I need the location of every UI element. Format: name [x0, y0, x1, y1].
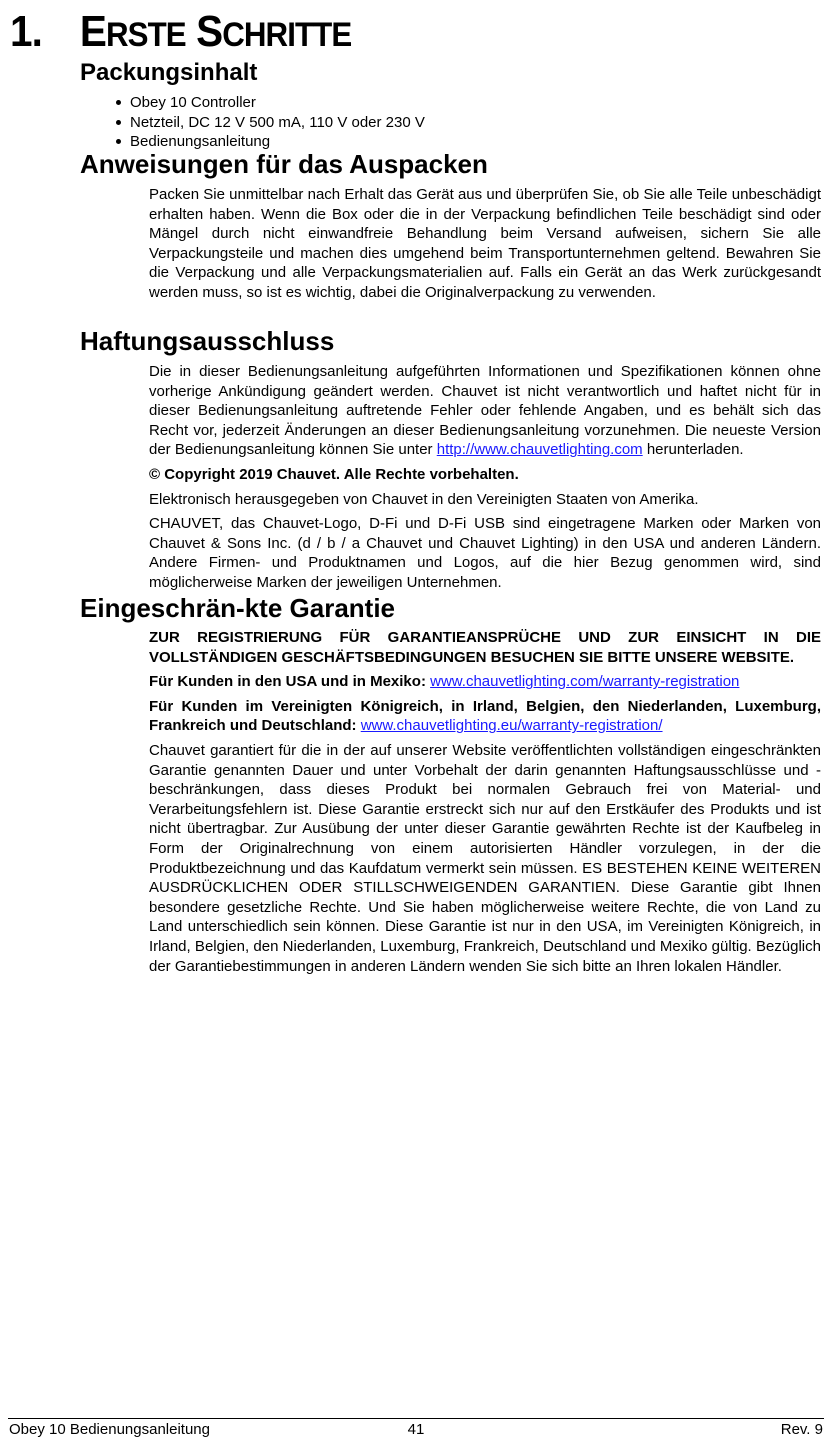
- packaging-list: [112, 93, 425, 152]
- copyright-notice: © Copyright 2019 Chauvet. Alle Rechte vorbehalten.: [149, 465, 519, 483]
- warranty-usa-line: [149, 672, 821, 692]
- footer-revision: Rev. 9: [780, 1421, 823, 1438]
- list-item: Obey 10 Controller: [112, 93, 425, 113]
- disclaimer-paragraph: [149, 362, 821, 460]
- chapter-title-rest-1: RSTE: [106, 16, 186, 54]
- footer-manual-title: Obey 10 Bedienungsanleitung: [9, 1421, 210, 1438]
- disclaimer-text-end: herunterladen.: [646, 441, 744, 459]
- warranty-eu-label: Für Kunden im Vereinigten Königreich, in Irland, Belgien, den Niederlanden, Luxemburg, Frankreich und Deutschland:: [149, 697, 821, 735]
- chapter-number: 1.: [10, 7, 42, 56]
- warranty-section: [149, 628, 821, 976]
- chapter-title: [10, 6, 351, 61]
- disclaimer-text: Die in dieser Bedienungsanleitung aufgeführten Informationen und Spezifikationen können ohne vorherige Ankündigung geändert werden. Chauvet ist nicht verantwortlich und haftet nicht für in dieser Bedienungsanleitung auftretende Fehler oder fehlende Angaben, und es behält sich das Recht vor, jederzeit Änderungen an dieser Bedienungsanleitung vorzunehmen. Die neueste Version der Bedienungsanleitung können Sie unter: [149, 363, 821, 459]
- disclaimer-section: [149, 362, 821, 593]
- publication-notice: Elektronisch herausgegeben von Chauvet in den Vereinigten Staaten von Amerika.: [149, 490, 699, 508]
- warranty-eu-link[interactable]: www.chauvetlighting.eu/warranty-registration/: [360, 717, 663, 735]
- heading-unpacking: Anweisungen für das Auspacken: [80, 149, 488, 179]
- unpacking-paragraph: Packen Sie unmittelbar nach Erhalt das Gerät aus und überprüfen Sie, ob Sie alle Teile unbeschädigt erhalten haben. Wenn die Box oder die in der Verpackung befindlichen Teile beschädigt sind oder Mängel durch nicht einwandfreie Behandlung beim Versand aufweisen, sichern Sie alle Verpackungsteile und machen dies umgehend beim Transportunternehmen geltend. Bewahren Sie die Verpackung und alle Verpackungsmaterialien auf. Falls ein Gerät an das Werk zurückgesandt werden muss, so ist es wichtig, dabei die Originalverpackung zu verwenden.: [149, 186, 821, 301]
- chapter-title-initial-2: S: [196, 7, 223, 56]
- warranty-eu-line: [149, 697, 821, 736]
- warranty-usa-link[interactable]: www.chauvetlighting.com/warranty-registration: [430, 673, 740, 691]
- warranty-register-notice: ZUR REGISTRIERUNG FÜR GARANTIEANSPRÜCHE UND ZUR EINSICHT IN DIE VOLLSTÄNDIGEN GESCHÄFTSBEDINGUNGEN BESUCHEN SIE BITTE UNSERE WEBSITE.: [149, 629, 821, 666]
- heading-warranty: Eingeschrän-kte Garantie: [80, 593, 395, 623]
- footer-page-number: 41: [407, 1421, 425, 1438]
- trademark-notice: CHAUVET, das Chauvet-Logo, D-Fi und D-Fi USB sind eingetragene Marken oder Marken von Chauvet & Sons Inc. (d / b / a Chauvet und Chauvet Lighting) in den USA und anderen Ländern. Andere Firmen- und Produktnamen und Logos, auf die hier Bezug genommen wird, sind möglicherweise Marken der jeweiligen Unternehmen.: [149, 515, 821, 591]
- heading-packaging: Packungsinhalt: [80, 59, 258, 86]
- chapter-title-initial-1: E: [79, 7, 107, 56]
- page-footer: [8, 1418, 824, 1445]
- chauvet-website-link[interactable]: http://www.chauvetlighting.com: [436, 441, 643, 459]
- list-item: Netzteil, DC 12 V 500 mA, 110 V oder 230 V: [112, 113, 425, 133]
- heading-disclaimer: Haftungsausschluss: [80, 326, 335, 356]
- list-item: Bedienungsanleitung: [112, 132, 425, 152]
- unpacking-section: [149, 185, 821, 303]
- warranty-usa-label: Für Kunden in den USA und in Mexiko:: [149, 673, 426, 691]
- chapter-title-rest-2: CHRITTE: [222, 16, 352, 54]
- warranty-paragraph: Chauvet garantiert für die in der auf unserer Website veröffentlichten vollständigen eingeschränkten Garantie genannten Dauer und unter Vorbehalt der darin genannten Haftungsausschlüsse und -beschränkungen, dass dieses Produkt bei normalen Gebrauch frei von Material- und Verarbeitungsfehlern ist. Diese Garantie erstreckt sich nur auf den Erstkäufer des Produkts und ist nicht übertragbar. Zur Ausübung der unter dieser Garantie gewährten Rechte ist der Kaufbeleg in Form der Originalrechnung von einem autorisierten Händler vorzulegen, in der die Produktbezeichnung und das Kaufdatum vermerkt sein müssen. ES BESTEHEN KEINE WEITEREN AUSDRÜCKLICHEN ODER STILLSCHWEIGENDEN GARANTIEN. Diese Garantie gibt Ihnen besondere gesetzliche Rechte. Und Sie haben möglicherweise weitere Rechte, die von Land zu Land unterschiedlich sein können. Diese Garantie ist nur in den USA, im Vereinigten Königreich, in Irland, Belgien, den Niederlanden, Luxemburg, Frankreich, Deutschland und Mexiko gültig. Bezüglich der Garantiebestimmungen in anderen Ländern wenden Sie sich bitte an Ihren lokalen Händler.: [149, 741, 821, 975]
